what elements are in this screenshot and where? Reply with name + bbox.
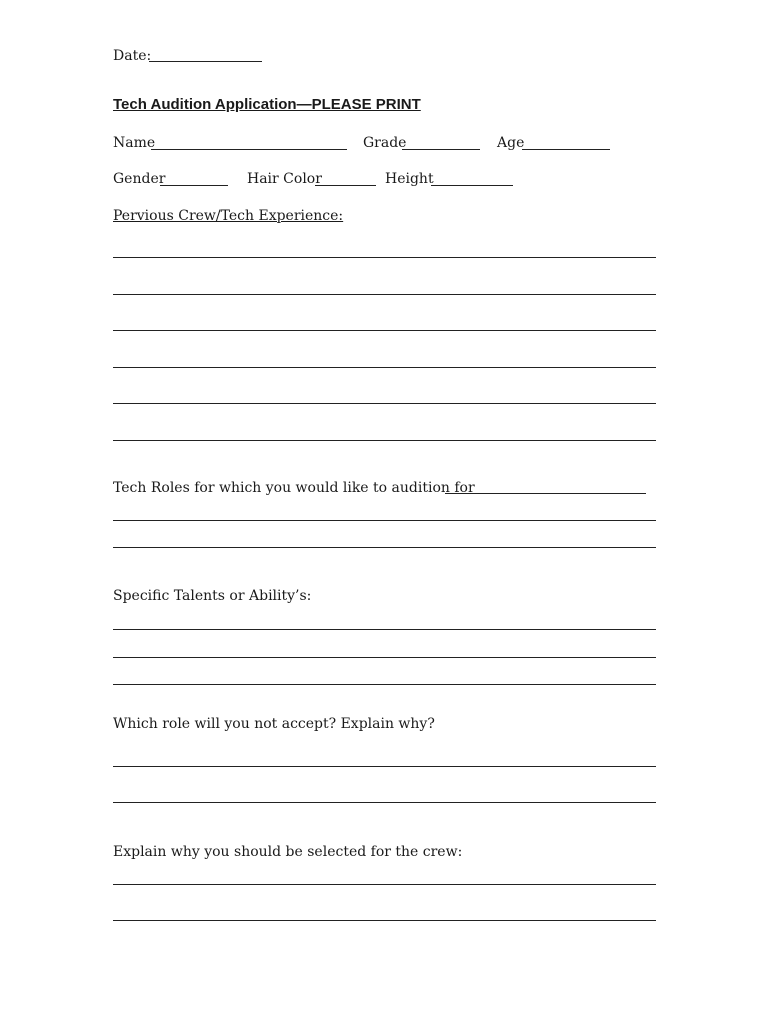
- experience-line[interactable]: [113, 440, 656, 441]
- experience-line[interactable]: [113, 367, 656, 368]
- roles-line[interactable]: [113, 520, 656, 521]
- talents-label: Specific Talents or Ability’s:: [113, 588, 312, 604]
- selected-line[interactable]: [113, 884, 656, 885]
- experience-label: Pervious Crew/Tech Experience:: [113, 208, 344, 224]
- date-field[interactable]: [149, 61, 262, 62]
- roles-label: Tech Roles for which you would like to audition for: [113, 480, 475, 496]
- name-field[interactable]: [151, 149, 347, 150]
- gender-label: Gender: [113, 171, 166, 187]
- roles-line[interactable]: [113, 547, 656, 548]
- age-field[interactable]: [522, 149, 610, 150]
- height-label: Height: [385, 171, 434, 187]
- page-title: Tech Audition Application—PLEASE PRINT: [113, 96, 421, 113]
- experience-line[interactable]: [113, 403, 656, 404]
- grade-field[interactable]: [402, 149, 480, 150]
- date-label: Date:: [113, 48, 152, 64]
- name-label: Name: [113, 135, 156, 151]
- experience-line[interactable]: [113, 294, 656, 295]
- talents-line[interactable]: [113, 629, 656, 630]
- age-label: Age: [497, 135, 525, 151]
- not-accept-label: Which role will you not accept? Explain why?: [113, 716, 435, 732]
- not-accept-line[interactable]: [113, 766, 656, 767]
- talents-line[interactable]: [113, 657, 656, 658]
- experience-line[interactable]: [113, 330, 656, 331]
- grade-label: Grade: [363, 135, 407, 151]
- selected-label: Explain why you should be selected for the crew:: [113, 844, 463, 860]
- not-accept-line[interactable]: [113, 802, 656, 803]
- gender-field[interactable]: [160, 185, 228, 186]
- experience-line[interactable]: [113, 257, 656, 258]
- talents-line[interactable]: [113, 684, 656, 685]
- height-field[interactable]: [431, 185, 513, 186]
- hair-color-field[interactable]: [315, 185, 376, 186]
- hair-color-label: Hair Color: [247, 171, 322, 187]
- roles-inline-field[interactable]: [445, 493, 646, 494]
- selected-line[interactable]: [113, 920, 656, 921]
